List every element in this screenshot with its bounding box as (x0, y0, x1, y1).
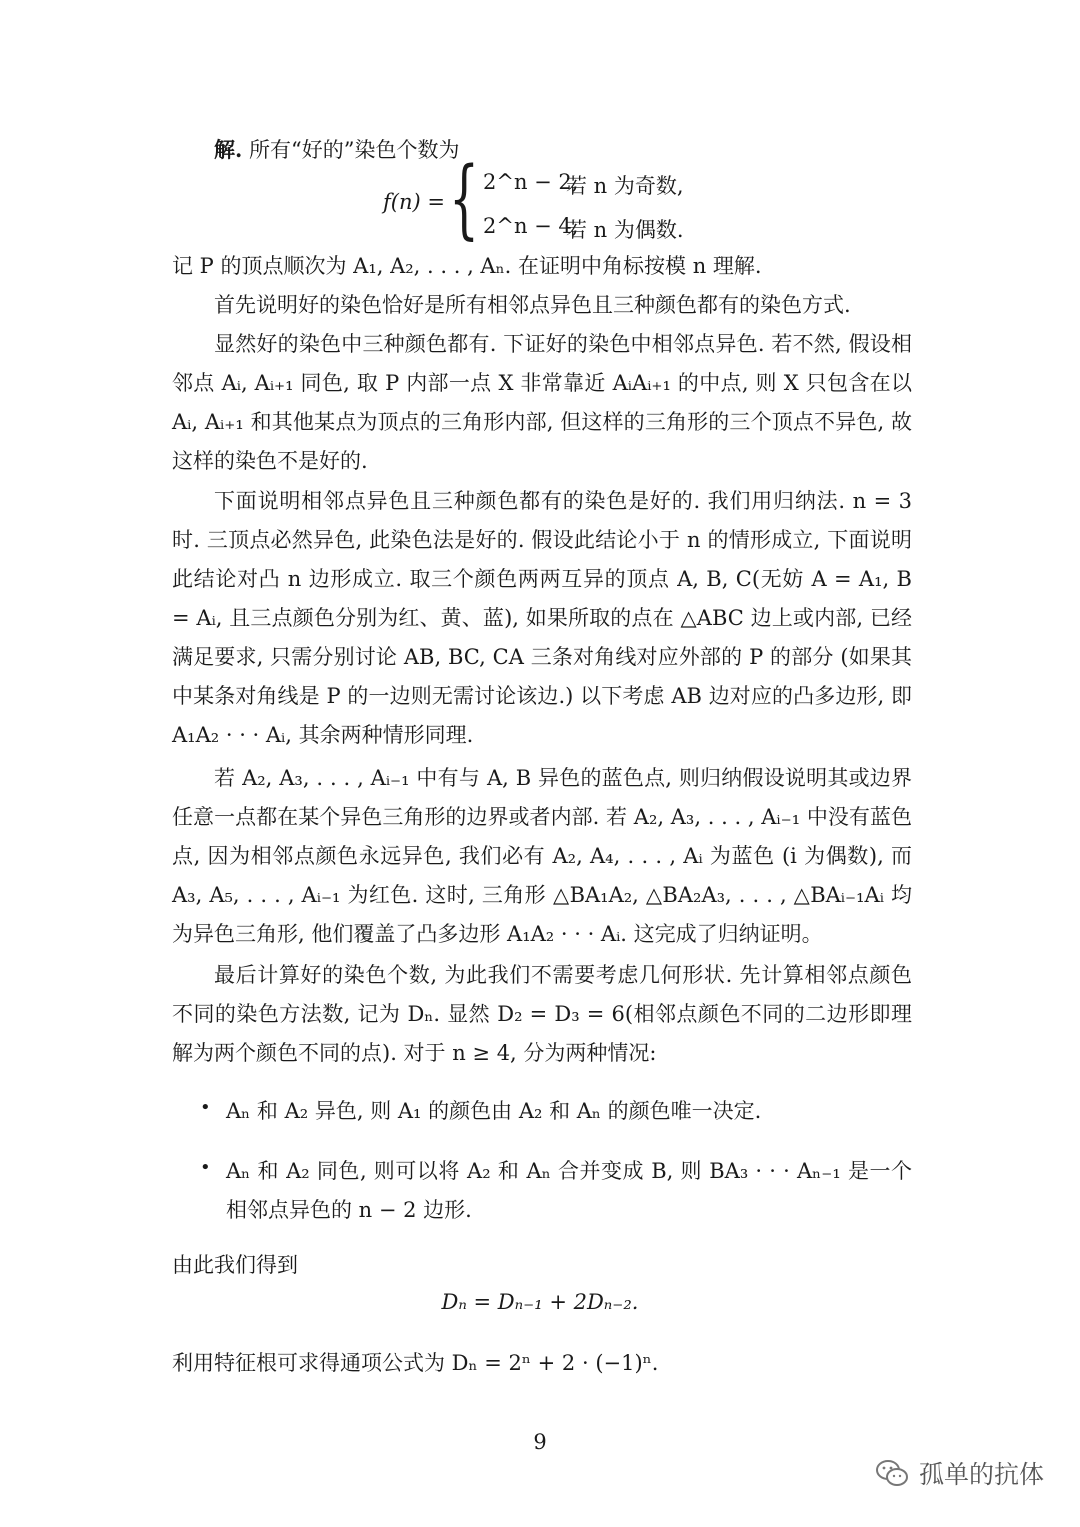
solution-intro-text: 所有“好的”染色个数为 (249, 138, 460, 162)
paragraph-4: 若 A₂, A₃, . . . , Aᵢ₋₁ 中有与 A, B 异色的蓝色点, 则归纳假设说明其或边界任意一点都在某个异色三角形的边界或者内部. 若 A₂, A₃, . . . , Aᵢ₋₁ 中没有蓝色点, 因为相邻点颜色永远异色, 我们必有 A₂, A₄, . . . , Aᵢ 为蓝色 (i 为偶数), 而 A₃, A₅, . . . , Aᵢ₋₁ 为红色. 这时, 三角形 △BA₁A₂, △BA₂A₃, . . . , △BAᵢ₋₁Aᵢ 均为异色三角形, 他们覆盖了凸多边形 A₁A₂ · · · Aᵢ. 这完成了归纳证明。 (172, 766, 912, 946)
closing-formula-text: 利用特征根可求得通项公式为 Dₙ = 2ⁿ + 2 · (−1)ⁿ. (172, 1351, 659, 1375)
page-number: 9 (533, 1430, 547, 1454)
solution-label: 解. (214, 137, 243, 162)
case-even-condition: 若 n 为偶数. (566, 218, 684, 242)
bullet-item-2: Aₙ 和 A₂ 同色, 则可以将 A₂ 和 Aₙ 合并变成 B, 则 BA₃ · · · Aₙ₋₁ 是一个相邻点异色的 n − 2 边形. (226, 1159, 912, 1222)
paragraph-1: 首先说明好的染色恰好是所有相邻点异色且三种颜色都有的染色方式. (214, 293, 851, 317)
vertex-notation: 记 P 的顶点顺次为 A₁, A₂, . . . , Aₙ. 在证明中角标按模 n 理解. (172, 254, 762, 278)
paragraph-3: 下面说明相邻点异色且三种颜色都有的染色是好的. 我们用归纳法. n = 3 时. 三顶点必然异色, 此染色法是好的. 假设此结论小于 n 的情形成立, 下面说明此结论对凸 n 边形成立. 取三个颜色两两互异的顶点 A, B, C(无妨 A = A₁, B = Aᵢ, 且三点颜色分别为红、黄、蓝), 如果所取的点在 △ABC 边上或内部, 已经满足要求, 只需分别讨论 AB, BC, CA 三条对角线对应外部的 P 的部分 (如果其中某条对角线是 P 的一边则无需讨论该边.) 以下考虑 AB 边对应的凸多边形, 即 A₁A₂ · · · Aᵢ, 其余两种情形同理. (172, 489, 912, 747)
bullet-marker: • (200, 1097, 211, 1118)
case-odd-condition: 若 n 为奇数, (566, 174, 684, 198)
watermark-text: 孤单的抗体 (918, 1460, 1044, 1489)
solution-intro (172, 130, 912, 170)
paragraph-5: 最后计算好的染色个数, 为此我们不需要考虑几何形状. 先计算相邻点颜色不同的染色方法数, 记为 Dₙ. 显然 D₂ = D₃ = 6(相邻点颜色不同的二边形即理解为两个颜色不同的点). 对于 n ≥ 4, 分为两种情况: (172, 963, 912, 1065)
hence-text: 由此我们得到 (172, 1253, 298, 1277)
wechat-icon (875, 1458, 909, 1488)
paragraph-2: 显然好的染色中三种颜色都有. 下证好的染色中相邻点异色. 若不然, 假设相邻点 Aᵢ, Aᵢ₊₁ 同色, 取 P 内部一点 X 非常靠近 AᵢAᵢ₊₁ 的中点, 则 X 只包含在以 Aᵢ, Aᵢ₊₁ 和其他某点为顶点的三角形内部, 但这样的三角形的三个顶点不异色, 故这样的染色不是好的. (172, 332, 912, 473)
watermark (875, 1455, 1044, 1491)
recurrence-formula: Dₙ = Dₙ₋₁ + 2Dₙ₋₂. (441, 1290, 639, 1314)
left-brace: { (449, 149, 480, 249)
bullet-item-1: Aₙ 和 A₂ 异色, 则 A₁ 的颜色由 A₂ 和 Aₙ 的颜色唯一决定. (226, 1099, 762, 1123)
case-even-value: 2^n − 4, (483, 214, 579, 238)
case-odd-value: 2^n − 2, (483, 170, 579, 194)
bullet-marker: • (200, 1157, 211, 1178)
fn-label: f(n) = (383, 190, 445, 214)
